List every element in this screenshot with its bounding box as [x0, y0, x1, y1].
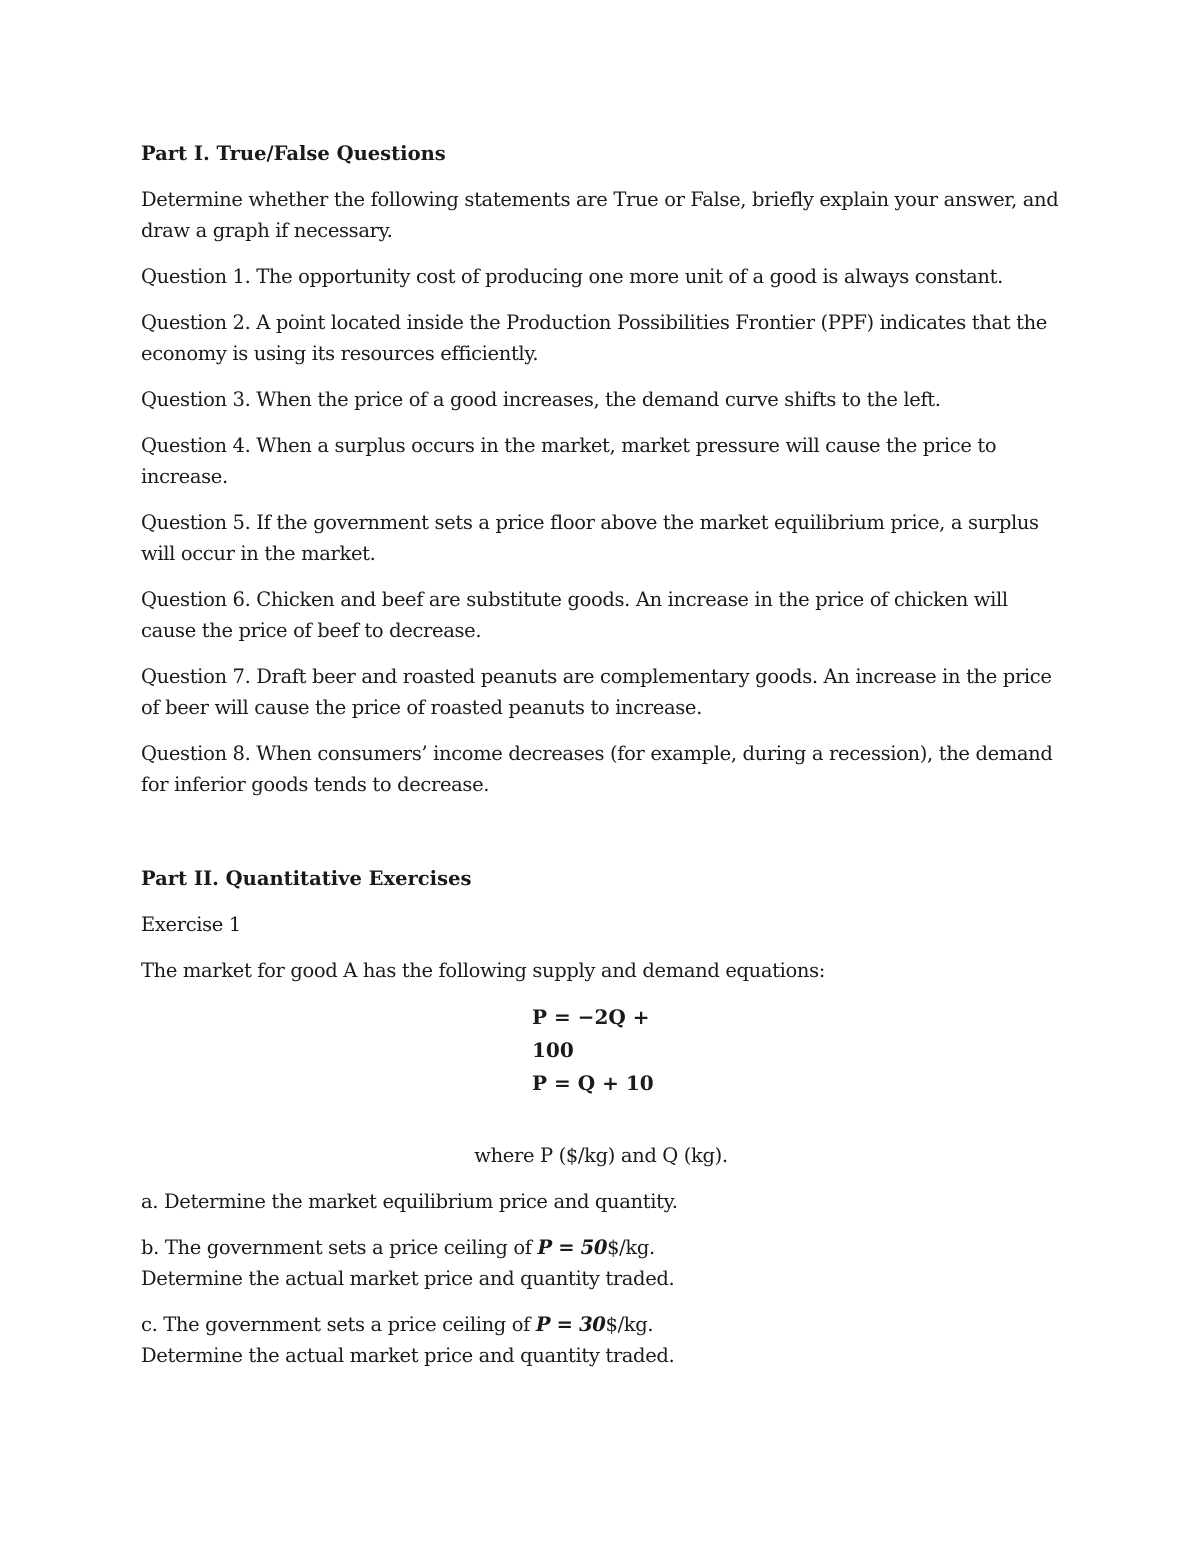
question-4: Question 4. When a surplus occurs in the market, market pressure will cause the price to increase.	[141, 434, 997, 488]
question-c-line2: Determine the actual market price and quantity traded.	[141, 1344, 675, 1367]
question-8: Question 8. When consumers’ income decreases (for example, during a recession), the demand for inferior goods tends to decrease.	[141, 742, 1053, 796]
demand-equation: P = −2Q + 100	[532, 1005, 650, 1062]
part1-instructions: Determine whether the following statements are True or False, briefly explain your answer, and draw a graph if necessary.	[141, 188, 1059, 242]
question-6: Question 6. Chicken and beef are substitute goods. An increase in the price of chicken will cause the price of beef to decrease.	[141, 588, 1008, 642]
question-3: Question 3. When the price of a good increases, the demand curve shifts to the left.	[141, 388, 941, 411]
question-c-ceiling-equation: P = 30	[535, 1313, 606, 1336]
question-7: Question 7. Draft beer and roasted peanuts are complementary goods. An increase in the price of beer will cause the price of roasted peanuts to increase.	[141, 665, 1052, 719]
section-spacer	[141, 815, 1061, 863]
question-b-ceiling-equation: P = 50	[537, 1236, 608, 1259]
equation-block	[141, 1001, 1061, 1100]
question-c-prefix: c. The government sets a price ceiling of	[141, 1313, 536, 1336]
question-b	[141, 1232, 1061, 1294]
exercise-title: Exercise 1	[141, 913, 241, 936]
question-c	[141, 1309, 1061, 1371]
units-note: where P ($/kg) and Q (kg).	[474, 1144, 728, 1167]
supply-equation: P = Q + 10	[532, 1071, 654, 1095]
question-2: Question 2. A point located inside the Production Possibilities Frontier (PPF) indicates that the economy is using its resources efficiently.	[141, 311, 1047, 365]
question-a: a. Determine the market equilibrium price and quantity.	[141, 1190, 678, 1213]
document-page	[141, 138, 1061, 1386]
part2-title: Part II. Quantitative Exercises	[141, 867, 472, 890]
exercise-intro: The market for good A has the following supply and demand equations:	[141, 959, 825, 982]
question-b-prefix: b. The government sets a price ceiling of	[141, 1236, 538, 1259]
question-b-unit: $/kg.	[607, 1236, 655, 1259]
part1-title: Part I. True/False Questions	[141, 142, 446, 165]
question-5: Question 5. If the government sets a price floor above the market equilibrium price, a surplus will occur in the market.	[141, 511, 1039, 565]
question-c-unit: $/kg.	[605, 1313, 654, 1336]
question-1: Question 1. The opportunity cost of producing one more unit of a good is always constant.	[141, 265, 1003, 288]
question-c-line1	[141, 1309, 1061, 1340]
question-b-line1	[141, 1232, 1061, 1263]
question-b-line2: Determine the actual market price and quantity traded.	[141, 1267, 675, 1290]
